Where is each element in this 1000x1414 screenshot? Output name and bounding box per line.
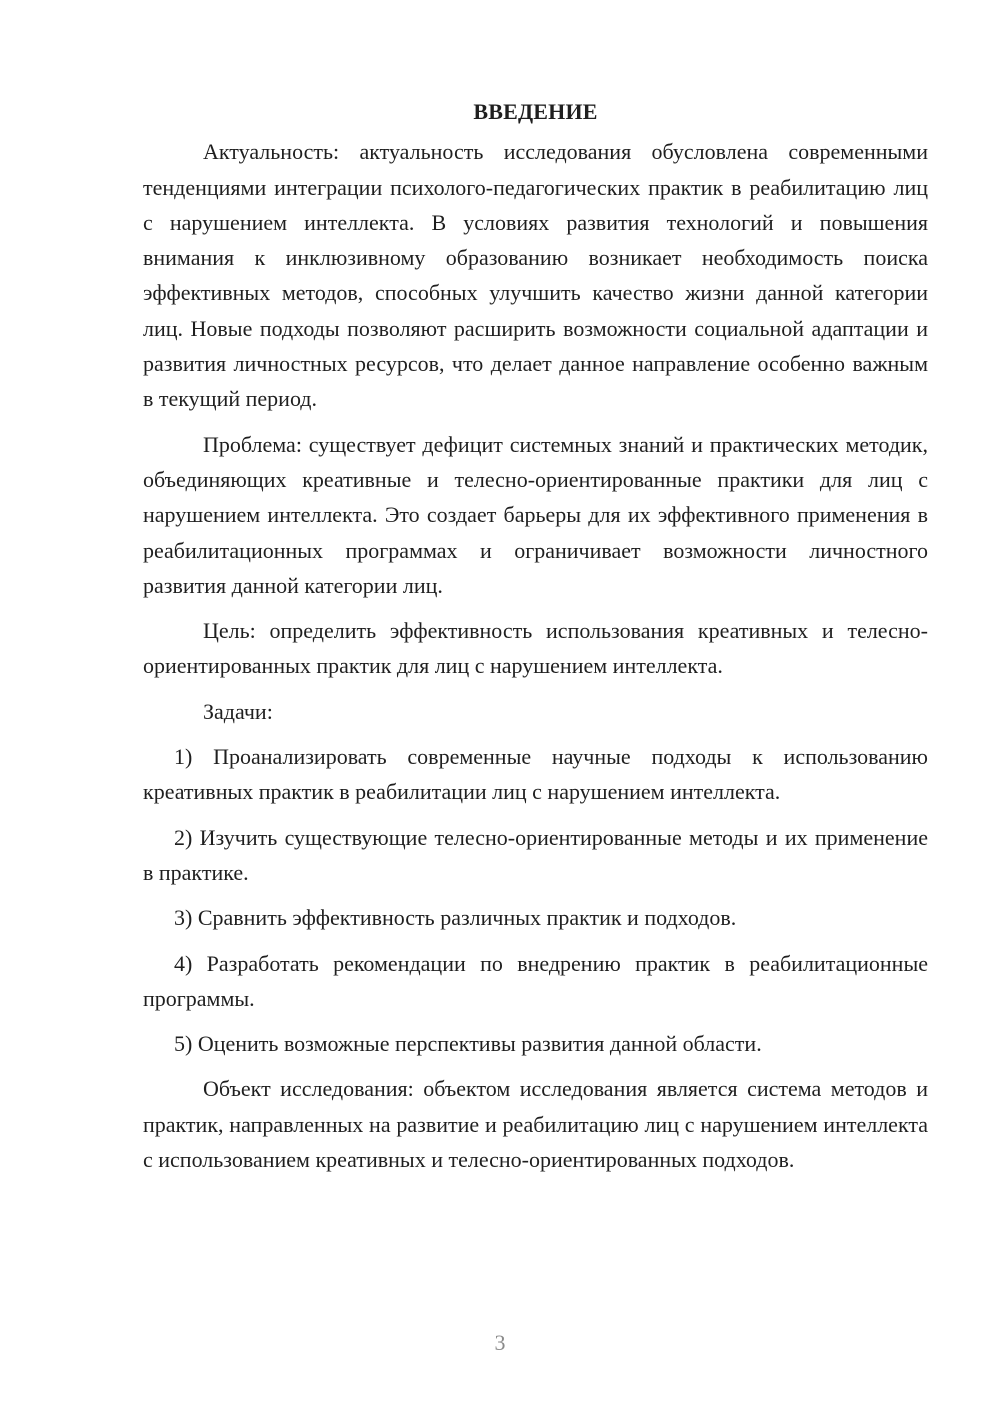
relevance-paragraph: Актуальность: актуальность исследования обусловлена современными тенденциями интеграции психолого-педагогических практик в реабилитацию лиц с нарушением интеллекта. В условиях развития технологий и повышения внимания к инклюзивному образованию возникает необходимость поиска эффективных методов, способных улучшить качество жизни данной категории лиц. Новые подходы позволяют расширить возможности социальной адаптации и развития личностных ресурсов, что делает данное направление особенно важным в текущий период.: [143, 139, 928, 412]
task-item: 1) Проанализировать современные научные подходы к использованию креативных практик в реабилитации лиц с нарушением интеллекта.: [143, 744, 928, 805]
task-item: 3) Сравнить эффективность различных практик и подходов.: [174, 905, 737, 931]
section-heading: ВВЕДЕНИЕ: [473, 99, 598, 124]
page-number: 3: [494, 1330, 506, 1355]
task-item: 5) Оценить возможные перспективы развития данной области.: [174, 1031, 762, 1057]
goal-paragraph: Цель: определить эффективность использования креативных и телесно-ориентированных практик для лиц с нарушением интеллекта.: [143, 618, 928, 679]
tasks-label: Задачи:: [203, 698, 273, 724]
object-paragraph: Объект исследования: объектом исследования является система методов и практик, направленных на развитие и реабилитацию лиц с нарушением интеллекта с использованием креативных и телесно-ориентированных подходов.: [143, 1076, 928, 1173]
task-item: 2) Изучить существующие телесно-ориентированные методы и их применение в практике.: [143, 824, 928, 885]
document-page: [143, 94, 928, 1187]
task-item: 4) Разработать рекомендации по внедрению практик в реабилитационные программы.: [143, 950, 928, 1011]
problem-paragraph: Проблема: существует дефицит системных знаний и практических методик, объединяющих креативные и телесно-ориентированные практики для лиц с нарушением интеллекта. Это создает барьеры для их эффективного применения в реабилитационных программах и ограничивает возможности личностного развития данной категории лиц.: [143, 431, 928, 598]
